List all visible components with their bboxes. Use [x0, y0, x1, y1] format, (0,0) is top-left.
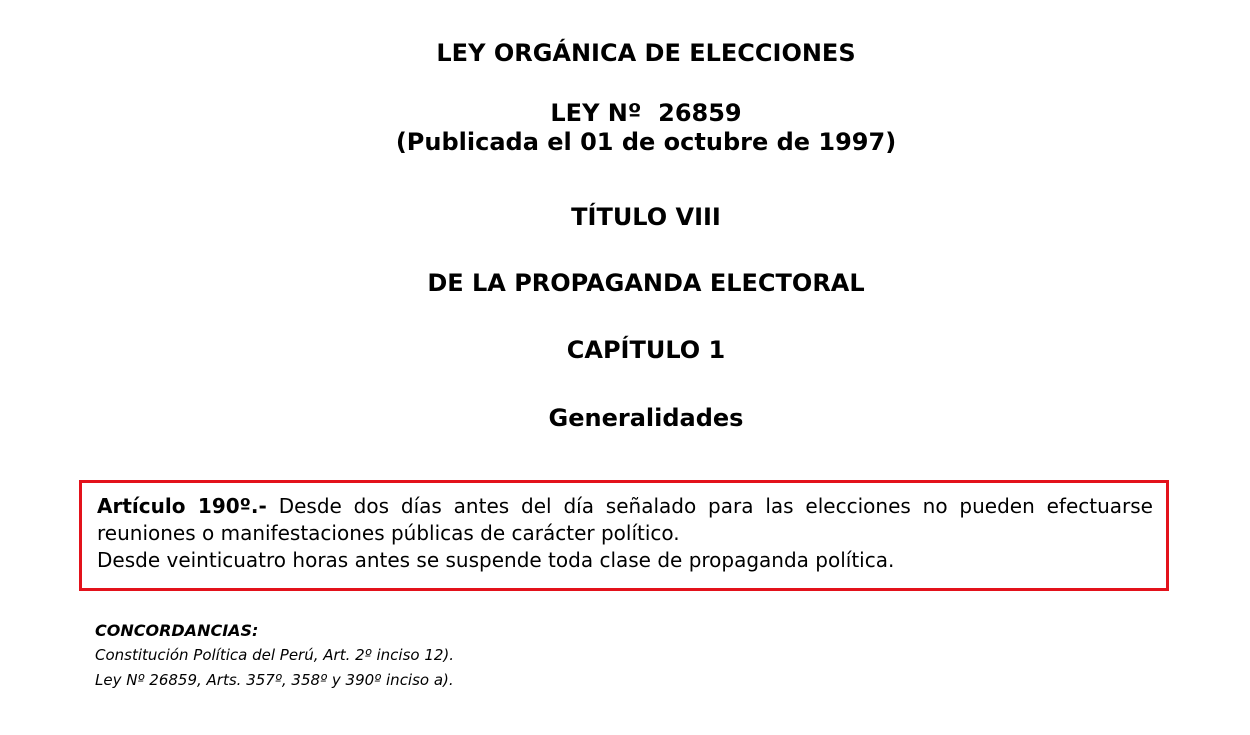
article-label: Artículo 190º.- — [97, 494, 267, 518]
article-paragraph-1 — [97, 493, 1153, 547]
law-number: LEY Nº 26859 — [550, 99, 742, 127]
concordancia-item: Constitución Política del Perú, Art. 2º inciso 12). — [95, 646, 455, 664]
concordancias-title: CONCORDANCIAS: — [95, 621, 259, 640]
capitulo-heading: CAPÍTULO 1 — [566, 336, 726, 364]
publication-date: (Publicada el 01 de octubre de 1997) — [395, 128, 897, 156]
titulo-name: DE LA PROPAGANDA ELECTORAL — [427, 269, 865, 297]
concordancias-section — [95, 618, 995, 693]
article-text-1: Desde dos días antes del día señalado para las elecciones no pueden efectuarse reuniones o manifestaciones públicas de carácter político. — [97, 494, 1153, 545]
law-title: LEY ORGÁNICA DE ELECCIONES — [436, 39, 856, 67]
article-paragraph-2: Desde veinticuatro horas antes se suspende toda clase de propaganda política. — [97, 548, 895, 572]
concordancia-item: Ley Nº 26859, Arts. 357º, 358º y 390º inciso a). — [95, 671, 454, 689]
titulo-heading: TÍTULO VIII — [571, 203, 721, 231]
article-highlight-box — [79, 480, 1169, 591]
capitulo-name: Generalidades — [548, 404, 744, 432]
article-190 — [97, 493, 1153, 574]
